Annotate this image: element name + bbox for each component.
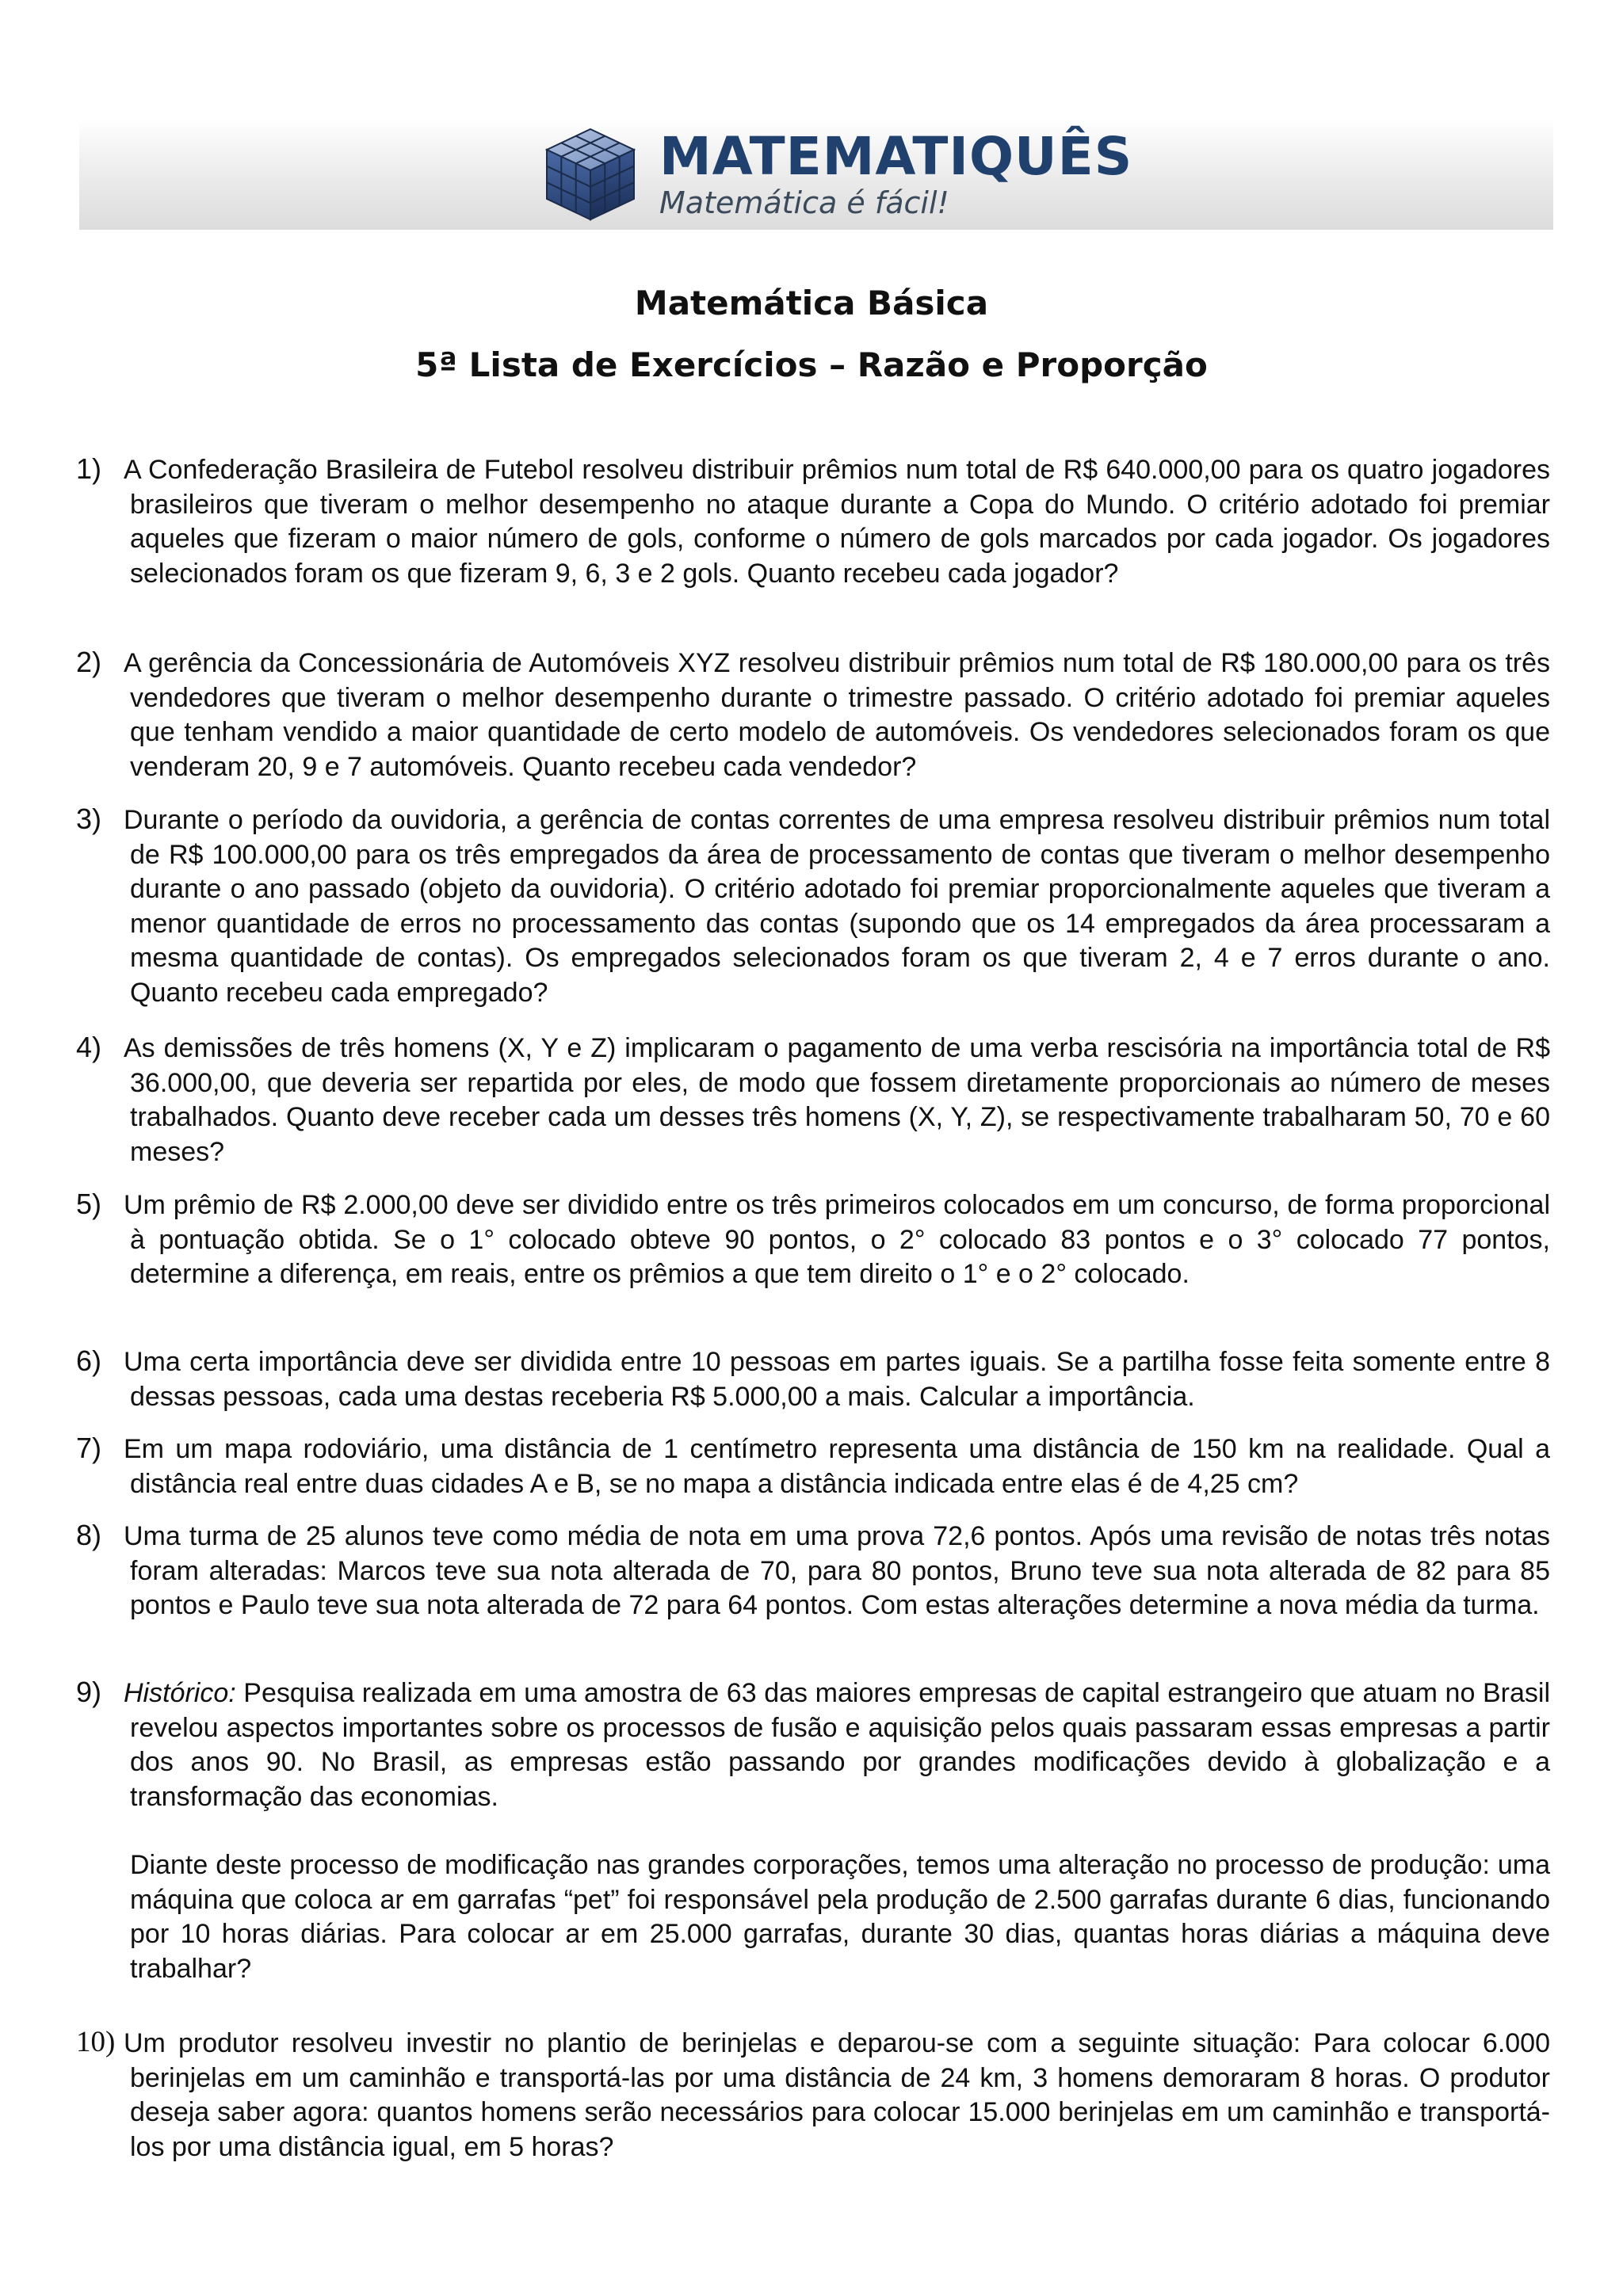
question-text: Um prêmio de R$ 2.000,00 deve ser dividido entre os três primeiros colocados em um concurso, de forma proporcional à pontuação obtida. Se o 1° colocado obteve 90 pontos, o 2° colocado 83 pontos e o 3° colocado 77 pontos, determine a diferença, em reais, entre os prêmios a que tem direito o 1° e o 2° colocado. bbox=[124, 1190, 1550, 1289]
rubiks-cube-icon bbox=[539, 123, 642, 226]
page-title: Matemática Básica bbox=[634, 284, 989, 322]
question-7 bbox=[76, 1432, 1550, 1501]
question-5 bbox=[76, 1188, 1550, 1292]
question-text bbox=[124, 1676, 1550, 1814]
question-number: 1) bbox=[76, 452, 102, 485]
question-8 bbox=[76, 1520, 1550, 1623]
question-9 bbox=[76, 1676, 1550, 1986]
question-text: A gerência da Concessionária de Automóveis XYZ resolveu distribuir prêmios num total de R$ 180.000,00 para os três vendedores que tiveram o melhor desempenho durante o trimestre passado. O critério adotado foi premiar aqueles que tenham vendido a maior quantidade de certo modelo de automóveis. Os vendedores selecionados foram os que venderam 20, 9 e 7 automóveis. Quanto recebeu cada vendedor? bbox=[124, 648, 1550, 782]
brand-name: MATEMATIQUÊS bbox=[659, 126, 1133, 187]
question-4 bbox=[76, 1032, 1550, 1169]
logo bbox=[539, 119, 1132, 230]
question-text: Um produtor resolveu investir no plantio de berinjelas e deparou-se com a seguinte situação: Para colocar 6.000 berinjelas em um caminhão e transportá-las por uma distância de 24 km, 3 homens demoraram 8 horas. O produtor deseja saber agora: quantos homens serão necessários para colocar 15.000 berinjelas em um caminhão e transportá-los por uma distância igual, em 5 horas? bbox=[124, 2028, 1550, 2162]
question-number: 5) bbox=[76, 1188, 102, 1220]
question-text: Uma turma de 25 alunos teve como média de nota em uma prova 72,6 pontos. Após uma revisão de notas três notas foram alteradas: Marcos teve sua nota alterada de 70, para 80 pontos, Bruno teve sua nota alterada de 82 para 85 pontos e Paulo teve sua nota alterada de 72 para 64 pontos. Com estas alterações determine a nova média da turma. bbox=[124, 1521, 1550, 1620]
question-text: As demissões de três homens (X, Y e Z) implicaram o pagamento de uma verba rescisória na importância total de R$ 36.000,00, que deveria ser repartida por eles, de modo que fossem diretamente proporcionais ao número de meses trabalhados. Quanto deve receber cada um desses três homens (X, Y, Z), se respectivamente trabalharam 50, 70 e 60 meses? bbox=[124, 1033, 1550, 1167]
question-number: 8) bbox=[76, 1519, 102, 1551]
question-3 bbox=[76, 803, 1550, 1010]
question-number: 2) bbox=[76, 646, 102, 678]
page-subtitle: 5ª Lista de Exercícios – Razão e Proporção bbox=[415, 345, 1208, 384]
brand bbox=[659, 126, 1133, 220]
question-label: Histórico: bbox=[124, 1678, 236, 1708]
question-number: 10) bbox=[76, 2026, 116, 2058]
question-number: 6) bbox=[76, 1344, 102, 1377]
question-text: Uma certa importância deve ser dividida entre 10 pessoas em partes iguais. Se a partilha fosse feita somente entre 8 dessas pessoas, cada uma destas receberia R$ 5.000,00 a mais. Calcular a importância. bbox=[124, 1347, 1550, 1412]
question-10 bbox=[76, 2027, 1550, 2164]
question-number: 9) bbox=[76, 1676, 102, 1708]
question-text-2: Diante deste processo de modificação nas grandes corporações, temos uma alteração no processo de produção: uma máquina que coloca ar em garrafas “pet” foi responsável pela produção de 2.500 garrafas durante 6 dias, funcionando por 10 horas diárias. Para colocar ar em 25.000 garrafas, durante 30 dias, quantas horas diárias a máquina deve trabalhar? bbox=[130, 1850, 1550, 1984]
question-text-part: Pesquisa realizada em uma amostra de 63 das maiores empresas de capital estrangeiro que atuam no Brasil revelou aspectos importantes sobre os processos de fusão e aquisição pelos quais passaram essas empresas a partir dos anos 90. No Brasil, as empresas estão passando por grandes modificações devido à globalização e a transformação das economias. bbox=[130, 1678, 1550, 1812]
question-text: Durante o período da ouvidoria, a gerência de contas correntes de uma empresa resolveu distribuir prêmios num total de R$ 100.000,00 para os três empregados da área de processamento de contas que tiveram o melhor desempenho durante o ano passado (objeto da ouvidoria). O critério adotado foi premiar proporcionalmente aqueles que tiveram a menor quantidade de erros no processamento das contas (supondo que os 14 empregados da área processaram a mesma quantidade de contas). Os empregados selecionados foram os que tiveram 2, 4 e 7 erros durante o ano. Quanto recebeu cada empregado? bbox=[124, 805, 1550, 1008]
question-text: Em um mapa rodoviário, uma distância de 1 centímetro representa uma distância de 150 km na realidade. Qual a distância real entre duas cidades A e B, se no mapa a distância indicada entre elas é de 4,25 cm? bbox=[124, 1434, 1550, 1499]
question-number: 7) bbox=[76, 1432, 102, 1464]
question-text: A Confederação Brasileira de Futebol resolveu distribuir prêmios num total de R$ 640.000,00 para os quatro jogadores brasileiros que tiveram o melhor desempenho no ataque durante a Copa do Mundo. O critério adotado foi premiar aqueles que fizeram o maior número de gols, conforme o número de gols marcados por cada jogador. Os jogadores selecionados foram os que fizeram 9, 6, 3 e 2 gols. Quanto recebeu cada jogador? bbox=[124, 455, 1550, 589]
question-1 bbox=[76, 453, 1550, 591]
question-number: 3) bbox=[76, 803, 102, 835]
question-6 bbox=[76, 1345, 1550, 1414]
question-number: 4) bbox=[76, 1031, 102, 1063]
brand-tagline: Matemática é fácil! bbox=[659, 185, 949, 220]
question-2 bbox=[76, 646, 1550, 784]
